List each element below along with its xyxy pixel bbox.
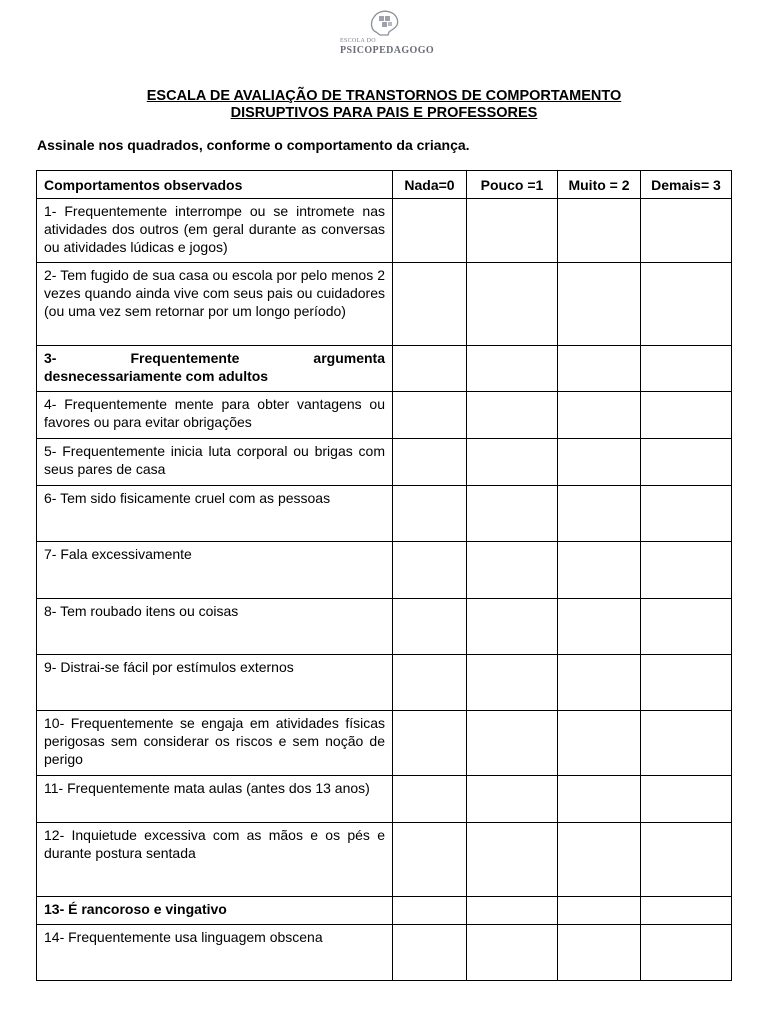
rating-box-muito[interactable] (558, 263, 641, 346)
rating-box-demais[interactable] (641, 711, 732, 776)
table-row (37, 346, 732, 392)
rating-box-nada[interactable] (393, 823, 467, 897)
rating-box-muito[interactable] (558, 346, 641, 392)
behavior-item: 4- Frequentemente mente para obter vantagens ou favores ou para evitar obrigações (37, 392, 393, 439)
header-pouco: Pouco =1 (467, 171, 558, 199)
document-title-line-2: DISRUPTIVOS PARA PAIS E PROFESSORES (230, 105, 538, 121)
behavior-item: 11- Frequentemente mata aulas (antes dos 13 anos) (37, 776, 393, 823)
rating-box-demais[interactable] (641, 263, 732, 346)
rating-box-nada[interactable] (393, 542, 467, 599)
table-row (37, 711, 732, 776)
rating-box-nada[interactable] (393, 263, 467, 346)
rating-box-demais[interactable] (641, 199, 732, 263)
rating-box-pouco[interactable] (467, 925, 558, 981)
table-row (37, 542, 732, 599)
instruction-text: Assinale nos quadrados, conforme o comportamento da criança. (37, 137, 470, 153)
table-row (37, 263, 732, 346)
rating-box-demais[interactable] (641, 486, 732, 542)
behavior-item: 10- Frequentemente se engaja em atividades físicas perigosas sem considerar os riscos e sem noção de perigo (37, 711, 393, 776)
behavior-item: 8- Tem roubado itens ou coisas (37, 599, 393, 655)
behavior-item: 6- Tem sido fisicamente cruel com as pessoas (37, 486, 393, 542)
table-row (37, 655, 732, 711)
rating-box-nada[interactable] (393, 897, 467, 925)
rating-box-demais[interactable] (641, 897, 732, 925)
rating-box-pouco[interactable] (467, 655, 558, 711)
rating-box-nada[interactable] (393, 925, 467, 981)
rating-box-muito[interactable] (558, 486, 641, 542)
header-nada: Nada=0 (393, 171, 467, 199)
rating-box-pouco[interactable] (467, 263, 558, 346)
rating-box-pouco[interactable] (467, 346, 558, 392)
header-demais: Demais= 3 (641, 171, 732, 199)
rating-box-demais[interactable] (641, 542, 732, 599)
table-row (37, 599, 732, 655)
rating-box-demais[interactable] (641, 823, 732, 897)
rating-box-pouco[interactable] (467, 199, 558, 263)
rating-box-demais[interactable] (641, 655, 732, 711)
rating-box-muito[interactable] (558, 542, 641, 599)
behavior-item: 9- Distrai-se fácil por estímulos externos (37, 655, 393, 711)
behavior-rating-table (36, 170, 732, 981)
rating-box-muito[interactable] (558, 439, 641, 486)
rating-box-muito[interactable] (558, 897, 641, 925)
header-behaviors: Comportamentos observados (37, 171, 393, 199)
rating-box-nada[interactable] (393, 439, 467, 486)
rating-box-demais[interactable] (641, 925, 732, 981)
rating-box-nada[interactable] (393, 392, 467, 439)
document-title-line-1: ESCALA DE AVALIAÇÃO DE TRANSTORNOS DE COMPORTAMENTO (146, 88, 622, 104)
rating-box-nada[interactable] (393, 199, 467, 263)
rating-box-nada[interactable] (393, 599, 467, 655)
table-row (37, 439, 732, 486)
rating-box-pouco[interactable] (467, 439, 558, 486)
rating-box-demais[interactable] (641, 776, 732, 823)
table-row (37, 776, 732, 823)
rating-box-muito[interactable] (558, 392, 641, 439)
logo-brand-text: PSICOPEDAGOGO (340, 45, 435, 56)
rating-box-nada[interactable] (393, 776, 467, 823)
rating-box-pouco[interactable] (467, 542, 558, 599)
table-row (37, 486, 732, 542)
rating-box-muito[interactable] (558, 599, 641, 655)
rating-box-demais[interactable] (641, 346, 732, 392)
logo-small-text: ESCOLA DO (340, 38, 376, 44)
rating-box-nada[interactable] (393, 346, 467, 392)
rating-box-pouco[interactable] (467, 599, 558, 655)
table-row (37, 392, 732, 439)
table-row (37, 823, 732, 897)
puzzle-head-icon (368, 8, 402, 36)
rating-box-pouco[interactable] (467, 823, 558, 897)
rating-box-muito[interactable] (558, 655, 641, 711)
rating-box-demais[interactable] (641, 439, 732, 486)
behavior-item: 13- É rancoroso e vingativo (37, 897, 393, 925)
rating-box-muito[interactable] (558, 199, 641, 263)
behavior-item: 14- Frequentemente usa linguagem obscena (37, 925, 393, 981)
rating-box-demais[interactable] (641, 599, 732, 655)
table-row (37, 897, 732, 925)
behavior-item: 3- Frequentemente argumenta desnecessariamente com adultos (37, 346, 393, 392)
table-row (37, 925, 732, 981)
rating-box-pouco[interactable] (467, 486, 558, 542)
table-row (37, 199, 732, 263)
behavior-item: 12- Inquietude excessiva com as mãos e os pés e durante postura sentada (37, 823, 393, 897)
rating-box-pouco[interactable] (467, 776, 558, 823)
rating-box-nada[interactable] (393, 655, 467, 711)
rating-box-muito[interactable] (558, 925, 641, 981)
rating-box-pouco[interactable] (467, 897, 558, 925)
behavior-item: 1- Frequentemente interrompe ou se intromete nas atividades dos outros (em geral durante as conversas ou atividades lúdicas e jogos) (37, 199, 393, 263)
table-header-row (37, 171, 732, 199)
rating-box-pouco[interactable] (467, 711, 558, 776)
rating-box-nada[interactable] (393, 486, 467, 542)
logo (334, 8, 444, 58)
behavior-item: 5- Frequentemente inicia luta corporal ou brigas com seus pares de casa (37, 439, 393, 486)
behavior-item: 2- Tem fugido de sua casa ou escola por pelo menos 2 vezes quando ainda vive com seus pais ou cuidadores (ou uma vez sem retornar por um longo período) (37, 263, 393, 346)
rating-box-muito[interactable] (558, 823, 641, 897)
behavior-item: 7- Fala excessivamente (37, 542, 393, 599)
rating-box-muito[interactable] (558, 711, 641, 776)
rating-box-nada[interactable] (393, 711, 467, 776)
header-muito: Muito = 2 (558, 171, 641, 199)
rating-box-pouco[interactable] (467, 392, 558, 439)
rating-box-muito[interactable] (558, 776, 641, 823)
rating-box-demais[interactable] (641, 392, 732, 439)
